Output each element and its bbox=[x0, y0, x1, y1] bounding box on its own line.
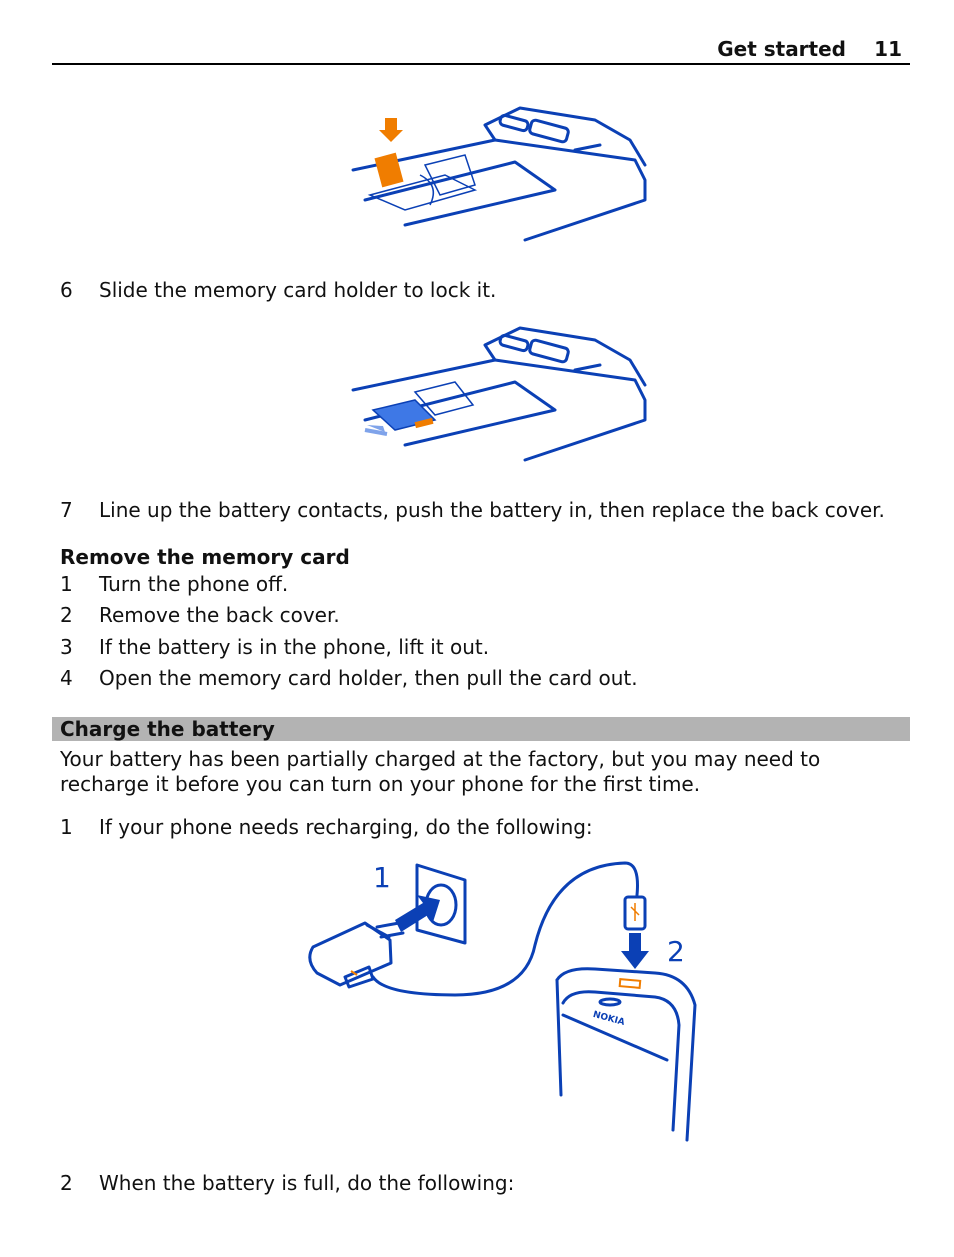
remove-step-1 bbox=[60, 572, 288, 596]
install-step-7 bbox=[60, 498, 885, 522]
step-number: 2 bbox=[60, 603, 73, 627]
step-text: Turn the phone off. bbox=[99, 572, 289, 596]
install-step-6 bbox=[60, 278, 496, 302]
charge-intro-paragraph: Your battery has been partially charged at the factory, but you may need to recharge it before you can turn on your phone for the first time. bbox=[60, 747, 821, 796]
phone-brand-logo: NOKIA bbox=[591, 1009, 626, 1028]
page-header bbox=[52, 33, 910, 65]
step-number: 7 bbox=[60, 498, 73, 522]
charge-step-1 bbox=[60, 815, 593, 839]
step-number: 2 bbox=[60, 1171, 73, 1195]
memory-card-insert-illustration bbox=[345, 100, 655, 250]
step-text: Slide the memory card holder to lock it. bbox=[99, 278, 497, 302]
figure-label-2: 2 bbox=[667, 935, 685, 968]
charge-step-2 bbox=[60, 1171, 514, 1195]
step-text: If your phone needs recharging, do the following: bbox=[99, 815, 593, 839]
section-title: Get started bbox=[717, 37, 846, 61]
step-text: Line up the battery contacts, push the battery in, then replace the back cover. bbox=[99, 498, 885, 522]
step-number: 4 bbox=[60, 666, 73, 690]
step-number: 3 bbox=[60, 635, 73, 659]
step-text: If the battery is in the phone, lift it out. bbox=[99, 635, 490, 659]
step-number: 6 bbox=[60, 278, 73, 302]
page-number: 11 bbox=[874, 37, 902, 61]
section-heading-text: Charge the battery bbox=[60, 717, 275, 741]
figure-label-1: 1 bbox=[373, 861, 391, 894]
step-text: Remove the back cover. bbox=[99, 603, 340, 627]
step-text: When the battery is full, do the following: bbox=[99, 1171, 515, 1195]
step-number: 1 bbox=[60, 815, 73, 839]
memory-card-lock-illustration bbox=[345, 320, 655, 470]
remove-step-3 bbox=[60, 635, 489, 659]
step-text: Open the memory card holder, then pull the card out. bbox=[99, 666, 638, 690]
step-number: 1 bbox=[60, 572, 73, 596]
remove-memory-card-heading: Remove the memory card bbox=[60, 545, 350, 569]
remove-step-4 bbox=[60, 666, 638, 690]
charger-illustration bbox=[295, 855, 715, 1145]
charge-battery-section-heading bbox=[52, 717, 910, 741]
remove-step-2 bbox=[60, 603, 340, 627]
